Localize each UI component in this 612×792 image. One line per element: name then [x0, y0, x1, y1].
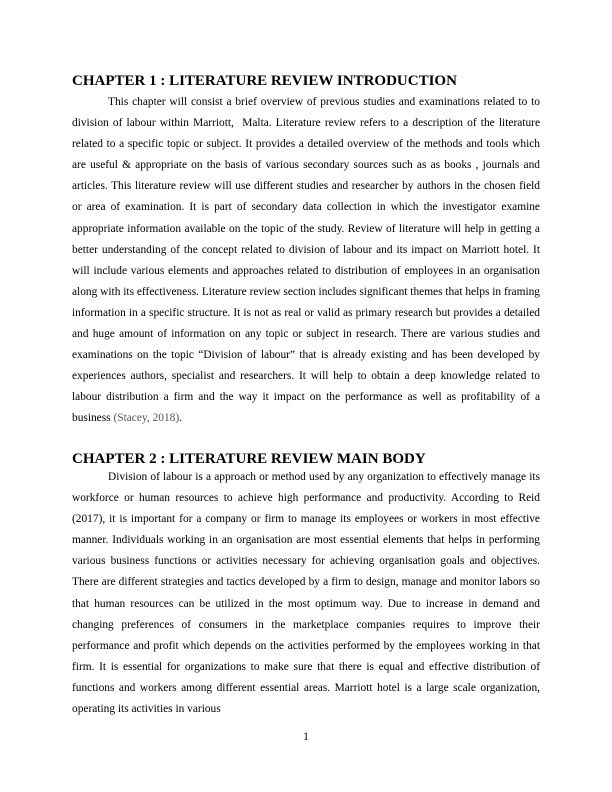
chapter-2-heading: CHAPTER 2 : LITERATURE REVIEW MAIN BODY [72, 451, 426, 467]
page-number: 1 [303, 731, 309, 743]
chapter-1-paragraph [72, 92, 540, 430]
chapter-1-citation: (Stacey, 2018) [113, 412, 180, 425]
chapter-1-paragraph-end: . [179, 412, 182, 425]
chapter-1-heading: CHAPTER 1 : LITERATURE REVIEW INTRODUCTION [72, 73, 457, 89]
chapter-1-paragraph-text: This chapter will consist a brief overview of previous studies and examinations related to to division of labour within Marriott, Malta. Literature review refers to a description of the literature related to a specific topic or subject. It provides a detailed overview of the methods and tools which are useful & appropriate on the basis of various secondary sources such as as books , journals and articles. This literature review will use different studies and researcher by authors in the chosen field or area of examination. It is part of secondary data collection in which the investigator examine appropriate information available on the topic of the study. Review of literature will help in getting a better understanding of the concept related to division of labour and its impact on Marriott hotel. It will include various elements and approaches related to distribution of employees in an organisation along with its effectiveness. Literature review section includes significant themes that helps in framing information in a specific structure. It is not as real or valid as primary research but provides a detailed and huge amount of information on any topic or subject in research. There are various studies and examinations on the topic “Division of labour” that is already existing and has been developed by experiences authors, specialist and researchers. It will help to obtain a deep knowledge related to labour distribution a firm and the way it impact on the performance as well as profitability of a business [72, 96, 540, 425]
chapter-2-paragraph: Division of labour is a approach or method used by any organization to effectively manage its workforce or human resources to achieve high performance and productivity. According to Reid (2017), it is important for a company or firm to manage its employees or workers in most effective manner. Individuals working in an organisation are most essential elements that helps in performing various business functions or activities necessary for achieving organisation goals and objectives. There are different strategies and tactics developed by a firm to design, manage and monitor labors so that human resources can be utilized in the most optimum way. Due to increase in demand and changing preferences of consumers in the marketplace companies requires to improve their performance and profit which depends on the activities performed by the employees working in that firm. It is essential for organizations to make sure that there is equal and effective distribution of functions and workers among different essential areas. Marriott hotel is a large scale organization, operating its activities in various [72, 471, 540, 716]
